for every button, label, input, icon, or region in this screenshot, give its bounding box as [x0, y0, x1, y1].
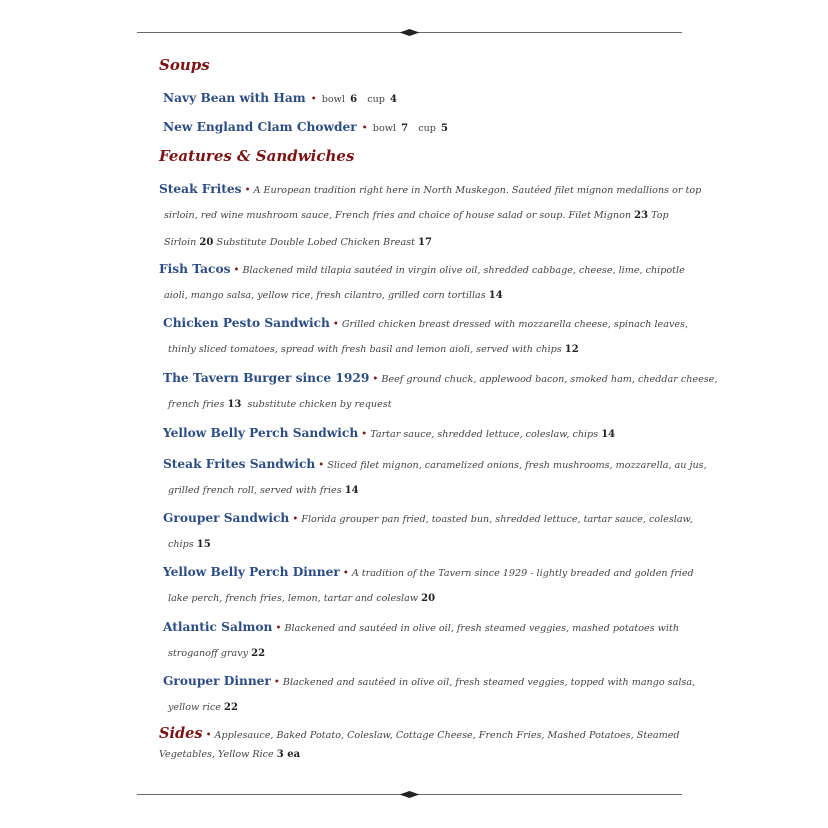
item-name: Grouper Dinner — [163, 674, 271, 688]
item-description: lake perch, french fries, lemon, tartar and coleslaw — [168, 593, 419, 604]
item-description: aioli, mango salsa, yellow rice, fresh cilantro, grilled corn tortillas — [164, 290, 486, 301]
sides-list: Applesauce, Baked Potato, Coleslaw, Cottage Cheese, French Fries, Mashed Potatoes, Steamed — [214, 730, 680, 741]
item-price: 15 — [196, 539, 211, 550]
menu-item-grouper-sandwich — [163, 511, 693, 565]
bullet: • — [318, 460, 325, 471]
item-name: Atlantic Salmon — [163, 620, 273, 634]
menu-item-steak-frites-sandwich — [163, 457, 707, 511]
item-name: Yellow Belly Perch Sandwich — [163, 426, 359, 440]
bullet: • — [205, 730, 212, 741]
bullet: • — [342, 568, 349, 579]
cup-price: 4 — [390, 94, 397, 105]
item-description: Blackened and sautéed in olive oil, fresh steamed veggies, topped with mango salsa, — [282, 677, 696, 688]
bullet: • — [233, 265, 240, 276]
item-description: chips — [168, 539, 194, 550]
item-description: Tartar sauce, shredded lettuce, coleslaw, chips — [370, 429, 599, 440]
menu-item-perch-dinner — [163, 565, 694, 619]
cup-price: 5 — [441, 123, 448, 134]
item-name: Chicken Pesto Sandwich — [163, 316, 330, 330]
item-description: french fries — [168, 399, 225, 410]
item-description: stroganoff gravy — [168, 648, 249, 659]
top-divider — [137, 32, 682, 33]
bowl-price: 6 — [350, 94, 358, 105]
soups-heading: Soups — [159, 56, 210, 74]
item-description: Top — [651, 210, 669, 221]
item-description: Sliced filet mignon, caramelized onions, fresh mushrooms, mozzarella, au jus, — [327, 460, 707, 471]
item-description: thinly sliced tomatoes, spread with fresh basil and lemon aioli, served with chips — [168, 344, 562, 355]
bullet: • — [361, 429, 368, 440]
item-description: Substitute Double Lobed Chicken Breast — [216, 237, 415, 248]
bullet: • — [244, 185, 251, 196]
item-name: Yellow Belly Perch Dinner — [163, 565, 340, 579]
menu-item-chicken-pesto — [163, 316, 689, 370]
item-price: 23 — [634, 210, 649, 221]
cup-label: cup — [418, 123, 436, 134]
menu-item-grouper-dinner — [163, 674, 696, 728]
item-description: Blackened mild tilapia sautéed in virgin olive oil, shredded cabbage, cheese, lime, chipotle — [242, 265, 685, 276]
bullet: • — [273, 677, 280, 688]
cup-label: cup — [367, 94, 385, 105]
menu-item-tavern-burger — [163, 371, 718, 425]
item-price: 22 — [224, 702, 238, 713]
item-name: New England Clam Chowder — [163, 120, 357, 134]
menu-item-fish-tacos — [159, 262, 685, 316]
item-price: 20 — [199, 237, 214, 248]
item-description: Beef ground chuck, applewood bacon, smoked ham, cheddar cheese, — [381, 374, 718, 385]
item-price: 17 — [418, 237, 432, 248]
item-price: 14 — [344, 485, 359, 496]
item-price: 20 — [421, 593, 436, 604]
sides-heading: Sides — [159, 725, 203, 742]
item-note: substitute chicken by request — [247, 399, 392, 410]
sides-list: Vegetables, Yellow Rice — [159, 749, 274, 760]
item-name: Fish Tacos — [159, 262, 231, 276]
menu-item-perch-sandwich — [163, 426, 683, 453]
item-description: Grilled chicken breast dressed with mozzarella cheese, spinach leaves, — [341, 319, 689, 330]
bowl-label: bowl — [321, 94, 345, 105]
bottom-divider — [137, 794, 682, 795]
bullet: • — [292, 514, 299, 525]
item-name: Grouper Sandwich — [163, 511, 290, 525]
item-price: 13 — [227, 399, 242, 410]
item-price: 14 — [601, 429, 616, 440]
item-description: A tradition of the Tavern since 1929 - lightly breaded and golden fried — [351, 568, 694, 579]
item-description: sirloin, red wine mushroom sauce, French fries and choice of house salad or soup. Filet Mignon — [164, 210, 632, 221]
item-price: 12 — [564, 344, 579, 355]
bullet: • — [275, 623, 282, 634]
menu-item-navy-bean — [163, 90, 683, 107]
bowl-label: bowl — [372, 123, 396, 134]
bullet: • — [310, 94, 317, 105]
bullet: • — [361, 123, 368, 134]
item-description: Blackened and sautéed in olive oil, fresh steamed veggies, mashed potatoes with — [284, 623, 679, 634]
menu-item-atlantic-salmon — [163, 620, 683, 674]
sides-price: 3 ea — [276, 749, 301, 760]
bowl-price: 7 — [401, 123, 409, 134]
item-name: Steak Frites — [159, 182, 242, 196]
features-heading: Features & Sandwiches — [159, 147, 355, 165]
menu-item-clam-chowder — [163, 119, 683, 136]
item-price: 14 — [488, 290, 503, 301]
item-description: Sirloin — [164, 237, 197, 248]
sides-section — [159, 727, 699, 769]
item-name: Navy Bean with Ham — [163, 91, 306, 105]
item-description: A European tradition right here in North Muskegon. Sautéed filet mignon medallions or top — [253, 185, 702, 196]
item-name: The Tavern Burger since 1929 — [163, 371, 370, 385]
bullet: • — [332, 319, 339, 330]
item-description: grilled french roll, served with fries — [168, 485, 342, 496]
item-name: Steak Frites Sandwich — [163, 457, 316, 471]
item-description: yellow rice — [168, 702, 221, 713]
bullet: • — [372, 374, 379, 385]
item-price: 22 — [251, 648, 266, 659]
menu-item-steak-frites — [159, 182, 702, 263]
item-description: Florida grouper pan fried, toasted bun, shredded lettuce, tartar sauce, coleslaw, — [301, 514, 693, 525]
